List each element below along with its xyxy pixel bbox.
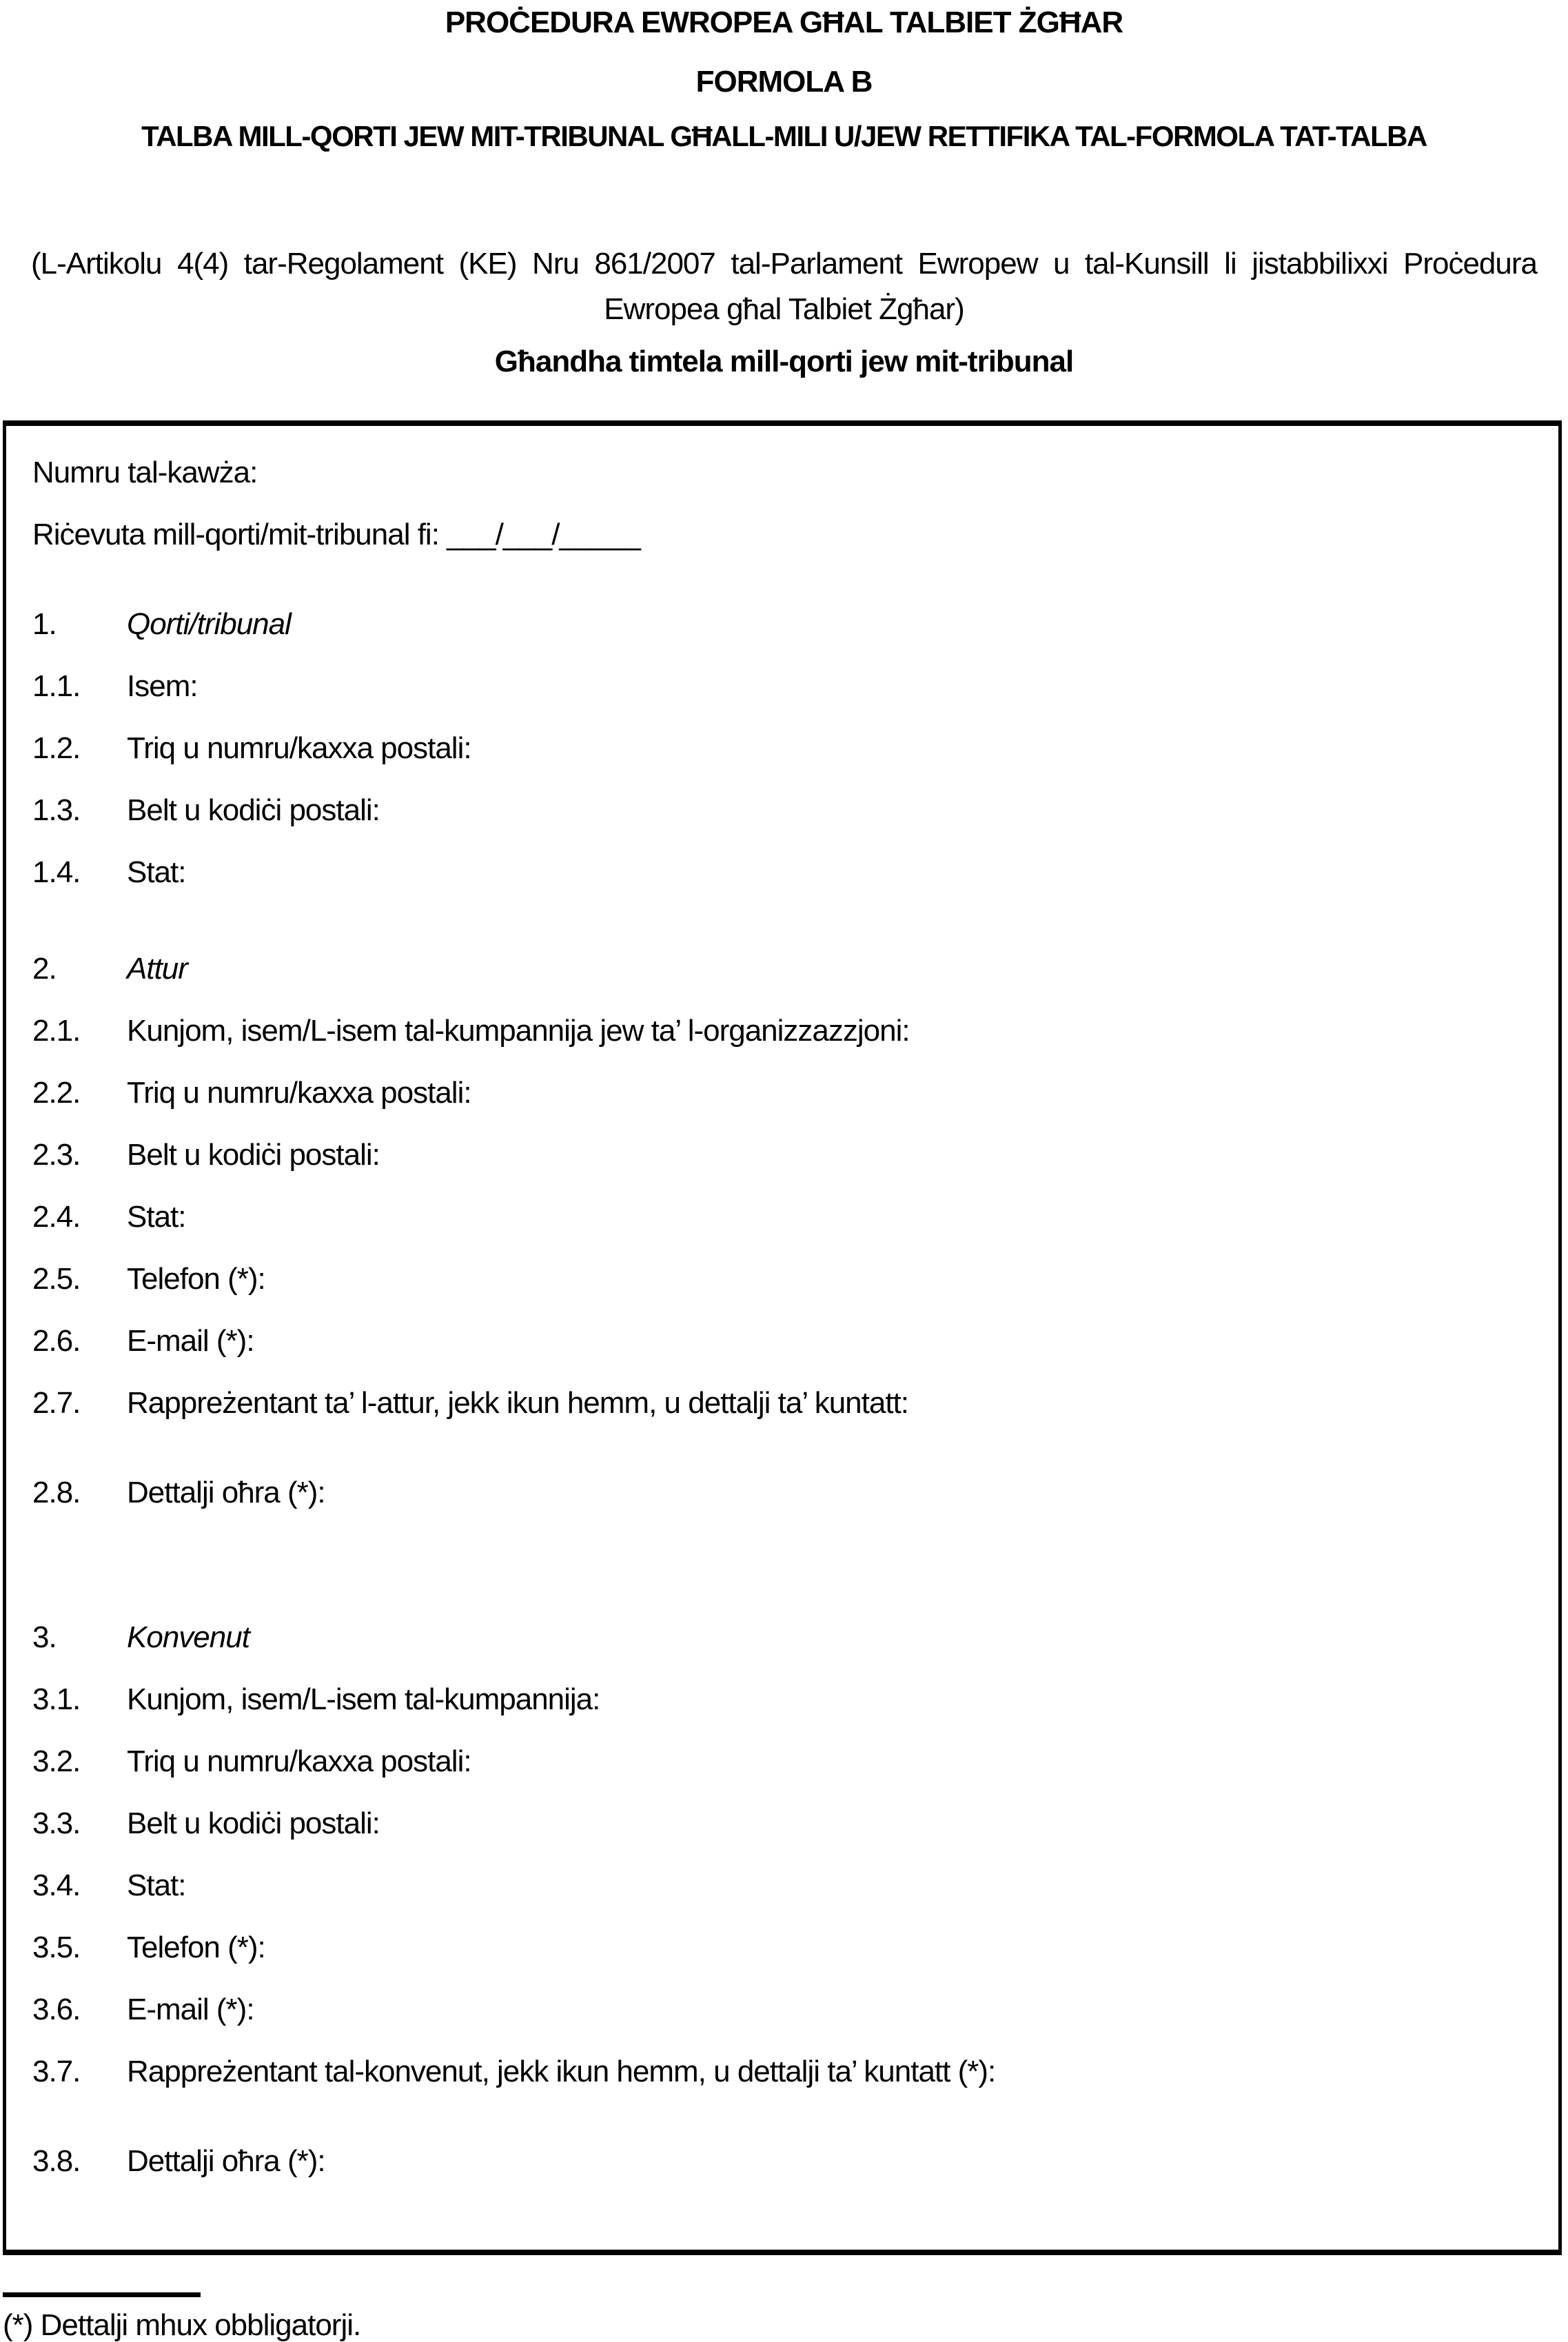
section-title: Attur [127, 952, 187, 986]
form-row-defendant-street [32, 1742, 1538, 1781]
footnote-text: (*) Dettalji mhux obbligatorji. [3, 2308, 361, 2342]
document-title: PROĊEDURA EWROPEA GĦAL TALBIET ŻGĦAR [445, 6, 1123, 39]
received-date-row [32, 516, 1538, 554]
form-row-court-street [32, 729, 1538, 768]
item-label: Triq u numru/kaxxa postali: [127, 731, 471, 765]
item-number: 3.4. [32, 1868, 81, 1902]
item-number: 3.5. [32, 1931, 81, 1964]
form-row-defendant-other [32, 2142, 1538, 2181]
form-row-defendant-city [32, 1804, 1538, 1843]
form-row-court-city [32, 791, 1538, 830]
item-number: 2.7. [32, 1386, 81, 1420]
form-subtitle: TALBA MILL-QORTI JEW MIT-TRIBUNAL GĦALL-MILI U/JEW RETTIFIKA TAL-FORMOLA TAT-TALBA [141, 120, 1427, 152]
item-number: 3.3. [32, 1806, 81, 1840]
item-number: 3.6. [32, 1993, 81, 2026]
form-row-claimant-state [32, 1198, 1538, 1236]
item-label: Triq u numru/kaxxa postali: [127, 1076, 471, 1110]
footnote-divider [3, 2292, 201, 2297]
item-label: Dettalji oħra (*): [127, 2144, 325, 2178]
item-label: Kunjom, isem/L-isem tal-kumpannija: [127, 1682, 600, 1716]
item-label: Stat: [127, 1868, 186, 1902]
item-number: 2.5. [32, 1262, 81, 1296]
form-row-defendant-email [32, 1990, 1538, 2029]
form-box [3, 420, 1562, 2255]
item-label: Stat: [127, 1200, 186, 1234]
form-row-claimant-city [32, 1136, 1538, 1174]
section-number: 1. [32, 607, 57, 641]
form-row-court-state [32, 853, 1538, 892]
form-row-defendant-representative [32, 2053, 1538, 2091]
received-date-blanks: ___/___/_____ [447, 518, 640, 551]
item-number: 2.2. [32, 1076, 81, 1110]
item-number: 1.2. [32, 731, 81, 765]
item-label: Telefon (*): [127, 1931, 265, 1964]
section-heading-claimant [32, 950, 1538, 988]
item-label: Rappreżentant ta’ l-attur, jekk ikun hemm, u dettalji ta’ kuntatt: [127, 1386, 909, 1420]
form-row-defendant-phone [32, 1928, 1538, 1967]
form-row-claimant-phone [32, 1260, 1538, 1299]
case-number-label: Numru tal-kawża: [32, 456, 258, 489]
form-row-defendant-state [32, 1866, 1538, 1905]
received-label: Riċevuta mill-qorti/mit-tribunal fi: [32, 518, 439, 551]
item-number: 3.2. [32, 1744, 81, 1778]
item-label: Triq u numru/kaxxa postali: [127, 1744, 471, 1778]
item-label: Dettalji oħra (*): [127, 1476, 325, 1509]
item-label: E-mail (*): [127, 1324, 254, 1358]
item-label: Stat: [127, 855, 186, 889]
item-number: 2.6. [32, 1324, 81, 1358]
section-heading-defendant [32, 1618, 1538, 1657]
form-row-claimant-representative [32, 1384, 1538, 1423]
form-row-claimant-name [32, 1012, 1538, 1050]
item-label: Kunjom, isem/L-isem tal-kumpannija jew ta’ l-organizzazzjoni: [127, 1014, 910, 1048]
item-number: 2.1. [32, 1014, 81, 1048]
section-number: 3. [32, 1620, 57, 1654]
item-number: 3.7. [32, 2055, 81, 2088]
item-number: 1.4. [32, 855, 81, 889]
form-row-claimant-street [32, 1074, 1538, 1112]
item-label: Belt u kodiċi postali: [127, 1138, 380, 1172]
item-label: Isem: [127, 669, 198, 703]
item-number: 2.4. [32, 1200, 81, 1234]
legal-basis-note: (L-Artikolu 4(4) tar-Regolament (KE) Nru 861/2007 tal-Parlament Ewropew u tal-Kunsill li jistabbilixxi Proċedura Ewropea għal Talbiet Żgħar) [31, 247, 1537, 326]
item-number: 1.1. [32, 669, 81, 703]
item-label: Belt u kodiċi postali: [127, 793, 380, 827]
item-label: Rappreżentant tal-konvenut, jekk ikun hemm, u dettalji ta’ kuntatt (*): [127, 2055, 996, 2088]
section-heading-court [32, 605, 1538, 644]
item-number: 2.3. [32, 1138, 81, 1172]
item-label: Telefon (*): [127, 1262, 265, 1296]
fill-instruction: Għandha timtela mill-qorti jew mit-tribunal [494, 345, 1074, 378]
item-number: 1.3. [32, 793, 81, 827]
section-number: 2. [32, 952, 57, 986]
form-row-defendant-name [32, 1680, 1538, 1719]
item-label: E-mail (*): [127, 1993, 254, 2026]
form-row-claimant-other [32, 1474, 1538, 1512]
item-label: Belt u kodiċi postali: [127, 1806, 380, 1840]
item-number: 3.8. [32, 2144, 81, 2178]
form-row-court-name [32, 667, 1538, 706]
form-name: FORMOLA B [695, 65, 873, 99]
item-number: 3.1. [32, 1682, 81, 1716]
section-title: Qorti/tribunal [127, 607, 291, 641]
section-title: Konvenut [127, 1620, 250, 1654]
case-number-row [32, 454, 1538, 492]
item-number: 2.8. [32, 1476, 81, 1509]
form-row-claimant-email [32, 1322, 1538, 1361]
